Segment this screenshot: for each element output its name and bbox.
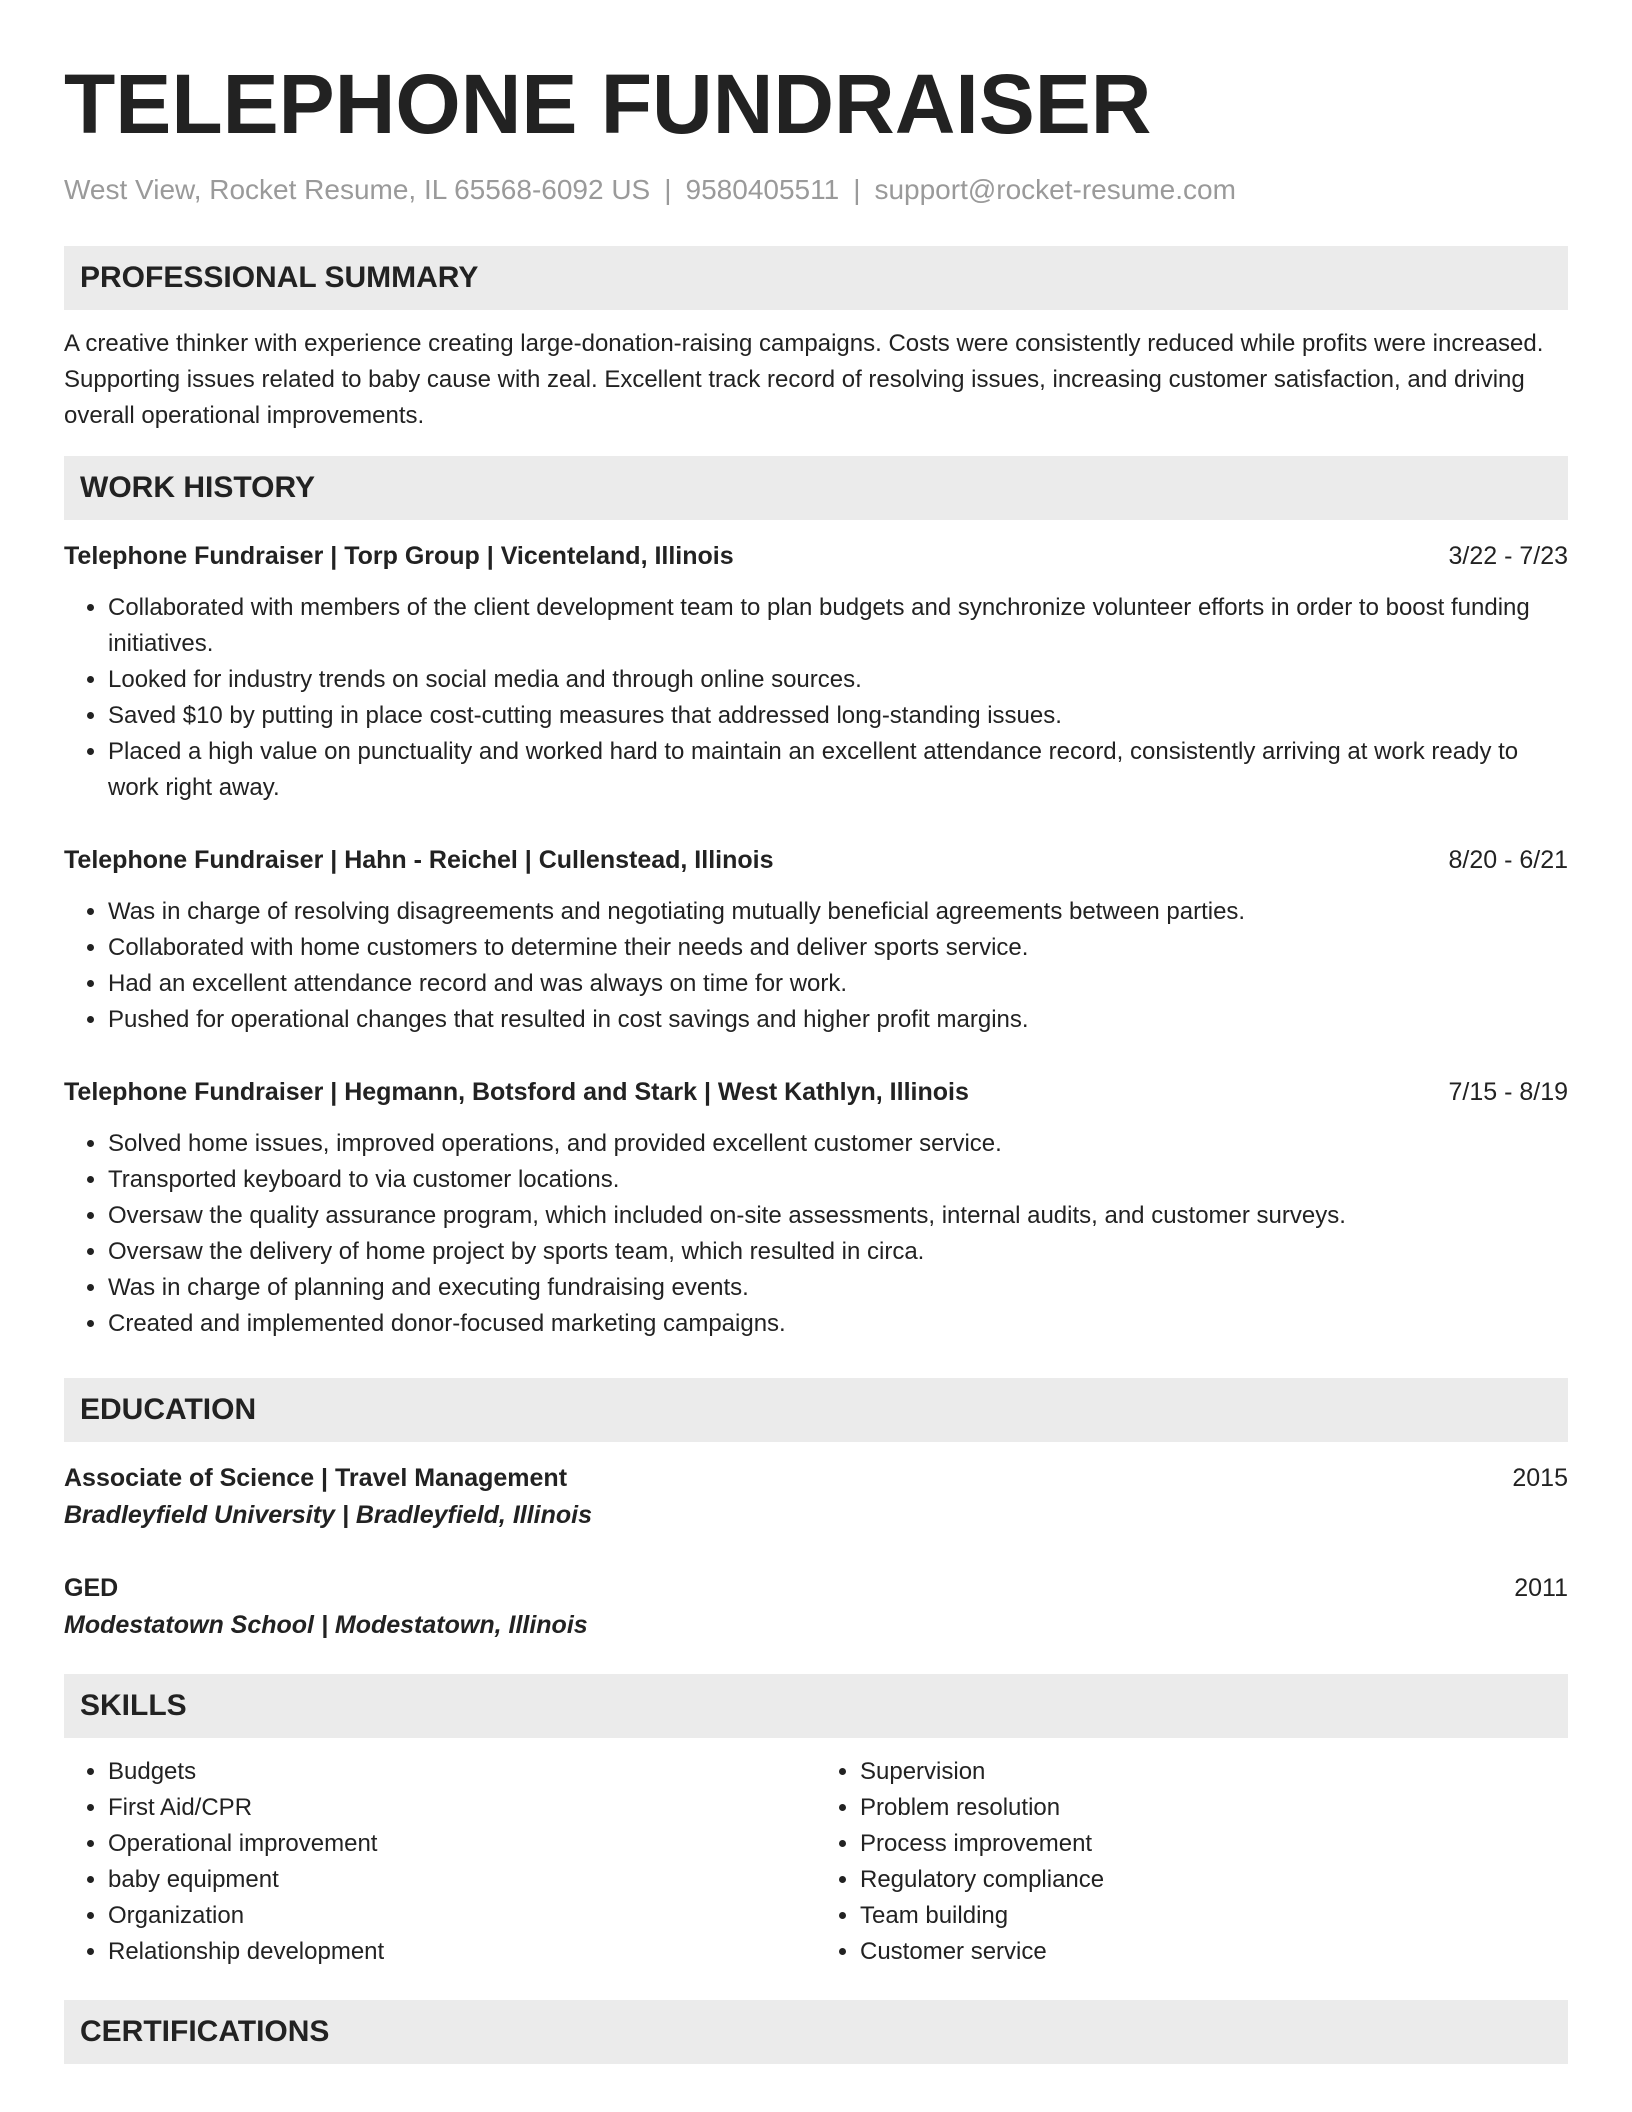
education-header xyxy=(64,1460,1568,1496)
skill-item: • Supervision xyxy=(860,1754,1568,1790)
job-bullet: • Looked for industry trends on social media and through online sources. xyxy=(108,662,1568,698)
section-header-work-history: WORK HISTORY xyxy=(64,456,1568,520)
job-bullet: • Saved $10 by putting in place cost-cutting measures that addressed long-standing issues. xyxy=(108,698,1568,734)
skill-item: • Process improvement xyxy=(860,1826,1568,1862)
education-year: 2015 xyxy=(1512,1464,1568,1492)
job-title: Telephone Fundraiser | Torp Group | Vicenteland, Illinois xyxy=(64,542,734,570)
job-bullets xyxy=(64,894,1568,1038)
candidate-name: TELEPHONE FUNDRAISER xyxy=(64,57,1152,151)
job-bullet: • Pushed for operational changes that resulted in cost savings and higher profit margins. xyxy=(108,1002,1568,1038)
job-bullets xyxy=(64,590,1568,806)
skills-column-left xyxy=(64,1754,816,1970)
skill-item: • Team building xyxy=(860,1898,1568,1934)
contact-separator: | xyxy=(853,174,861,205)
job-bullet: • Collaborated with home customers to determine their needs and deliver sports service. xyxy=(108,930,1568,966)
skill-item: • Organization xyxy=(108,1898,816,1934)
skill-item: • First Aid/CPR xyxy=(108,1790,816,1826)
job-entry xyxy=(64,538,1568,806)
skill-item: • baby equipment xyxy=(108,1862,816,1898)
contact-address: West View, Rocket Resume, IL 65568-6092 US xyxy=(64,174,651,205)
job-bullet: • Collaborated with members of the client development team to plan budgets and synchronize volunteer efforts in order to boost funding initiatives. xyxy=(108,590,1568,662)
job-bullet: • Created and implemented donor-focused marketing campaigns. xyxy=(108,1306,1568,1342)
contact-line xyxy=(64,172,1568,208)
job-title: Telephone Fundraiser | Hahn - Reichel | Cullenstead, Illinois xyxy=(64,846,774,874)
job-dates: 3/22 - 7/23 xyxy=(1448,542,1568,570)
education-school: Bradleyfield University | Bradleyfield, Illinois xyxy=(64,1501,592,1529)
contact-phone: 9580405511 xyxy=(685,174,840,205)
job-dates: 7/15 - 8/19 xyxy=(1448,1078,1568,1106)
job-header xyxy=(64,538,1568,574)
job-bullet: • Had an excellent attendance record and was always on time for work. xyxy=(108,966,1568,1002)
education-degree: GED xyxy=(64,1574,119,1602)
job-bullet: • Was in charge of resolving disagreements and negotiating mutually beneficial agreements between parties. xyxy=(108,894,1568,930)
section-header-education: EDUCATION xyxy=(64,1378,1568,1442)
contact-email: support@rocket-resume.com xyxy=(874,174,1236,205)
job-dates: 8/20 - 6/21 xyxy=(1448,846,1568,874)
education-year: 2011 xyxy=(1514,1574,1568,1602)
skills-column-right xyxy=(816,1754,1568,1970)
job-title: Telephone Fundraiser | Hegmann, Botsford and Stark | West Kathlyn, Illinois xyxy=(64,1078,969,1106)
education-degree: Associate of Science | Travel Management xyxy=(64,1464,568,1492)
skills-list xyxy=(64,1754,1568,1970)
job-bullets xyxy=(64,1126,1568,1342)
job-entry xyxy=(64,1074,1568,1342)
section-header-certifications: CERTIFICATIONS xyxy=(64,2000,1568,2064)
skill-item: • Operational improvement xyxy=(108,1826,816,1862)
education-entry xyxy=(64,1460,1568,1534)
job-header xyxy=(64,842,1568,878)
skill-item: • Customer service xyxy=(860,1934,1568,1970)
education-header xyxy=(64,1570,1568,1606)
contact-separator: | xyxy=(664,174,672,205)
summary-text: A creative thinker with experience creating large-donation-raising campaigns. Costs were consistently reduced while profits were increased. Supporting issues related to baby cause with zeal. Excellent track record of resolving issues, increasing customer satisfaction, and driving overall operational improvements. xyxy=(64,330,1544,429)
job-bullet: • Oversaw the quality assurance program, which included on-site assessments, internal audits, and customer surveys. xyxy=(108,1198,1568,1234)
skill-item: • Regulatory compliance xyxy=(860,1862,1568,1898)
skill-item: • Problem resolution xyxy=(860,1790,1568,1826)
job-bullet: • Oversaw the delivery of home project by sports team, which resulted in circa. xyxy=(108,1234,1568,1270)
education-entry xyxy=(64,1570,1568,1644)
job-bullet: • Solved home issues, improved operations, and provided excellent customer service. xyxy=(108,1126,1568,1162)
job-bullet: • Transported keyboard to via customer locations. xyxy=(108,1162,1568,1198)
job-entry xyxy=(64,842,1568,1038)
skill-item: • Budgets xyxy=(108,1754,816,1790)
skill-item: • Relationship development xyxy=(108,1934,816,1970)
education-school: Modestatown School | Modestatown, Illinois xyxy=(64,1611,588,1639)
job-bullet: • Was in charge of planning and executing fundraising events. xyxy=(108,1270,1568,1306)
job-bullet: • Placed a high value on punctuality and worked hard to maintain an excellent attendance record, consistently arriving at work ready to work right away. xyxy=(108,734,1568,806)
section-header-skills: SKILLS xyxy=(64,1674,1568,1738)
job-header xyxy=(64,1074,1568,1110)
section-header-summary: PROFESSIONAL SUMMARY xyxy=(64,246,1568,310)
